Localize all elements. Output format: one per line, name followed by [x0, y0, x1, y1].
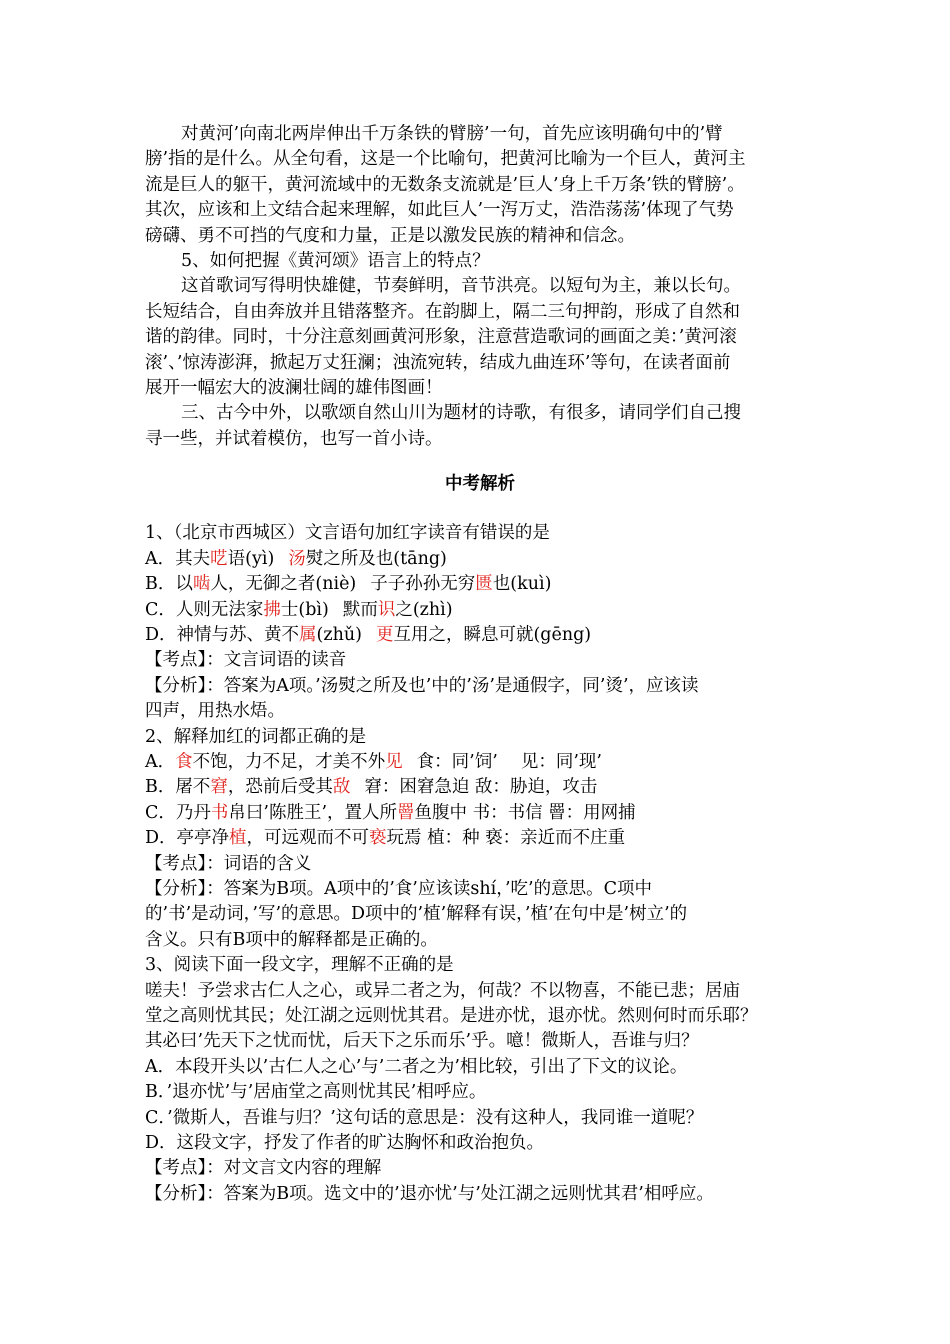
option-text: 食：同’饲’ 见：同’现’ — [416, 751, 602, 772]
paragraph-line: 三、古今中外，以歌颂自然山川为题材的诗歌，有很多，请同学们自己搜 — [181, 403, 741, 424]
question-2-option-a — [145, 750, 815, 775]
option-text: 帛曰’陈胜王’，置人所 — [228, 802, 398, 823]
option-text: 默而 — [342, 599, 378, 620]
highlighted-char: 植 — [229, 828, 247, 849]
analysis-line: 的’书’是动词，’写’的意思。D项中的’植’解释有误，’植’在句中是’树立’的 — [145, 904, 688, 925]
question-1-option-b — [145, 572, 815, 597]
option-text: B．以 — [145, 574, 193, 595]
highlighted-char: 呓 — [210, 548, 228, 569]
option-text: 玩焉 植：种 亵：亲近而不庄重 — [386, 828, 626, 849]
paragraph-line: 这首歌词写得明快雄健，节奏鲜明，音节洪亮。以短句为主，兼以长句。 — [181, 276, 741, 297]
highlighted-char: 见 — [385, 751, 403, 772]
question-2-option-d — [145, 826, 815, 851]
paragraph-line: 滚’、’惊涛澎湃，掀起万丈狂澜；浊流宛转，结成九曲连环’等句，在读者面前 — [145, 352, 731, 373]
analysis-line: 四声，用热水焐。 — [145, 701, 285, 722]
question-1-stem: 1、（北京市西城区）文言语句加红字读音有错误的是 — [145, 523, 550, 544]
option-text: 不饱，力不足，才美不外 — [192, 751, 386, 772]
section-title: 中考解析 — [445, 474, 515, 495]
passage-line: 堂之高则忧其民；处江湖之远则忧其君。是进亦忧，退亦忧。然则何时而乐耶？ — [145, 1006, 758, 1026]
question-2-option-c — [145, 801, 815, 826]
analysis-label: 【分析】 — [145, 1183, 207, 1204]
highlighted-char: 更 — [375, 624, 394, 645]
paragraph-line: 对黄河’向南北两岸伸出千万条铁的臂膀’一句，首先应该明确句中的’臂 — [181, 124, 723, 144]
option-text: 熨之所及也(tāng) — [305, 548, 447, 569]
highlighted-char: 罾 — [397, 802, 415, 823]
question-2-point — [145, 852, 815, 877]
question-1-option-d — [145, 623, 815, 648]
question-2-option-b — [145, 775, 815, 800]
paragraph-line: 磅礴、勇不可挡的气度和力量，正是以激发民族的精神和信念。 — [145, 225, 635, 246]
highlighted-char: 拂 — [263, 599, 281, 620]
option-text: C．人则无法家 — [145, 599, 264, 620]
question-1-option-a — [145, 547, 815, 572]
option-text: B．屠不 — [145, 777, 211, 798]
paragraph-line: 流是巨人的躯干，黄河流域中的无数条支流就是’巨人’身上千万条’铁的臂膀’。 — [145, 174, 745, 195]
option-text: 鱼腹中 书：书信 罾：用网捕 — [414, 802, 636, 823]
analysis-label: 【分析】 — [145, 675, 207, 696]
highlighted-char: 窘 — [210, 777, 228, 798]
question-3-point — [145, 1156, 815, 1181]
point-label: 【考点】 — [145, 1158, 207, 1179]
point-text: ：词语的含义 — [206, 853, 312, 874]
question-3-option-a: A．本段开头以’古仁人之心’与’二者之为’相比较，引出了下文的议论。 — [145, 1056, 688, 1077]
option-text: 子子孙孙无穷 — [370, 574, 476, 595]
paragraph-line: 长短结合，自由奔放并且错落整齐。在韵脚上，隔二三句押韵，形成了自然和 — [145, 301, 740, 322]
point-label: 【考点】 — [145, 650, 207, 671]
option-text: ，可远观而不可 — [246, 828, 370, 849]
option-text: (zhǔ) — [316, 624, 362, 645]
question-3-analysis — [145, 1182, 815, 1207]
analysis-text: ：答案为B项。选文中的’退亦忧’与’处江湖之远则忧其君’相呼应。 — [206, 1183, 714, 1204]
option-text: 之(zhì) — [395, 599, 453, 620]
option-text: C．乃丹 — [145, 802, 211, 823]
question-1-point — [145, 648, 815, 673]
paragraph-line: 展开一幅宏大的波澜壮阔的雄伟图画！ — [145, 378, 443, 399]
question-1-analysis — [145, 674, 815, 699]
option-text: A．其夫 — [145, 548, 211, 569]
question-3-option-d: D．这段文字，抒发了作者的旷达胸怀和政治抱负。 — [145, 1133, 545, 1154]
question-3-option-b: B．’退亦忧’与’居庙堂之高则忧其民’相呼应。 — [145, 1082, 487, 1103]
analysis-text: ：答案为B项。A项中的’食’应该读shí，’吃’的意思。C项中 — [206, 878, 652, 899]
question-2-stem: 2、解释加红的词都正确的是 — [145, 726, 367, 747]
question-3-option-c: C．’微斯人，吾谁与归？’这句话的意思是：没有这种人，我同谁一道呢？ — [145, 1107, 704, 1128]
highlighted-char: 匮 — [475, 574, 493, 595]
paragraph-line: 膀’指的是什么。从全句看，这是一个比喻句，把黄河比喻为一个巨人，黄河主 — [145, 149, 746, 170]
highlighted-char: 识 — [377, 599, 396, 620]
highlighted-char: 啮 — [192, 574, 211, 595]
question-5-heading: 5、如何把握《黄河颂》语言上的特点？ — [181, 251, 490, 272]
highlighted-char: 汤 — [288, 548, 306, 569]
highlighted-char: 书 — [210, 802, 229, 823]
analysis-text: ：答案为A项。’汤熨之所及也’中的’汤’是通假字，同’烫’，应该读 — [206, 675, 699, 696]
analysis-line: 含义。只有B项中的解释都是正确的。 — [145, 929, 438, 950]
passage-line: 其必曰’先天下之忧而忧，后天下之乐而乐’乎。噫！微斯人，吾谁与归？ — [145, 1031, 699, 1052]
point-label: 【考点】 — [145, 853, 207, 874]
highlighted-char: 属 — [299, 624, 317, 645]
passage-line: 嗟夫！予尝求古仁人之心，或异二者之为，何哉？不以物喜，不能已悲；居庙 — [145, 980, 740, 1001]
paragraph-line: 寻一些，并试着模仿，也写一首小诗。 — [145, 428, 443, 449]
option-text: 语(yì) — [227, 548, 275, 569]
highlighted-char: 食 — [175, 751, 193, 772]
analysis-label: 【分析】 — [145, 878, 207, 899]
option-text: D．神情与苏、黄不 — [145, 624, 300, 645]
paragraph-line: 谐的韵律。同时，十分注意刻画黄河形象，注意营造歌词的画面之美：’黄河滚 — [145, 327, 737, 348]
document-content — [145, 122, 815, 1207]
point-text: ：对文言文内容的理解 — [206, 1158, 382, 1179]
question-3-stem: 3、阅读下面一段文字，理解不正确的是 — [145, 955, 454, 976]
option-text: ，恐前后受其 — [227, 777, 333, 798]
question-1-option-c — [145, 598, 815, 623]
paragraph-line: 其次，应该和上文结合起来理解，如此巨人’一泻万丈，浩浩荡荡’体现了气势 — [145, 200, 734, 221]
option-text: 也(kuì) — [492, 574, 552, 595]
option-text: A． — [145, 751, 176, 772]
highlighted-char: 敌 — [332, 777, 351, 798]
option-text: 人，无御之者(niè) — [210, 574, 357, 595]
option-text: 士(bì) — [280, 599, 329, 620]
option-text: 互用之，瞬息可就(gēng) — [393, 624, 592, 645]
option-text: D．亭亭净 — [145, 828, 230, 849]
point-text: ：文言词语的读音 — [206, 650, 347, 671]
option-text: 窘：困窘急迫 敌：胁迫，攻击 — [364, 777, 598, 798]
question-2-analysis — [145, 877, 815, 902]
highlighted-char: 亵 — [369, 828, 387, 849]
